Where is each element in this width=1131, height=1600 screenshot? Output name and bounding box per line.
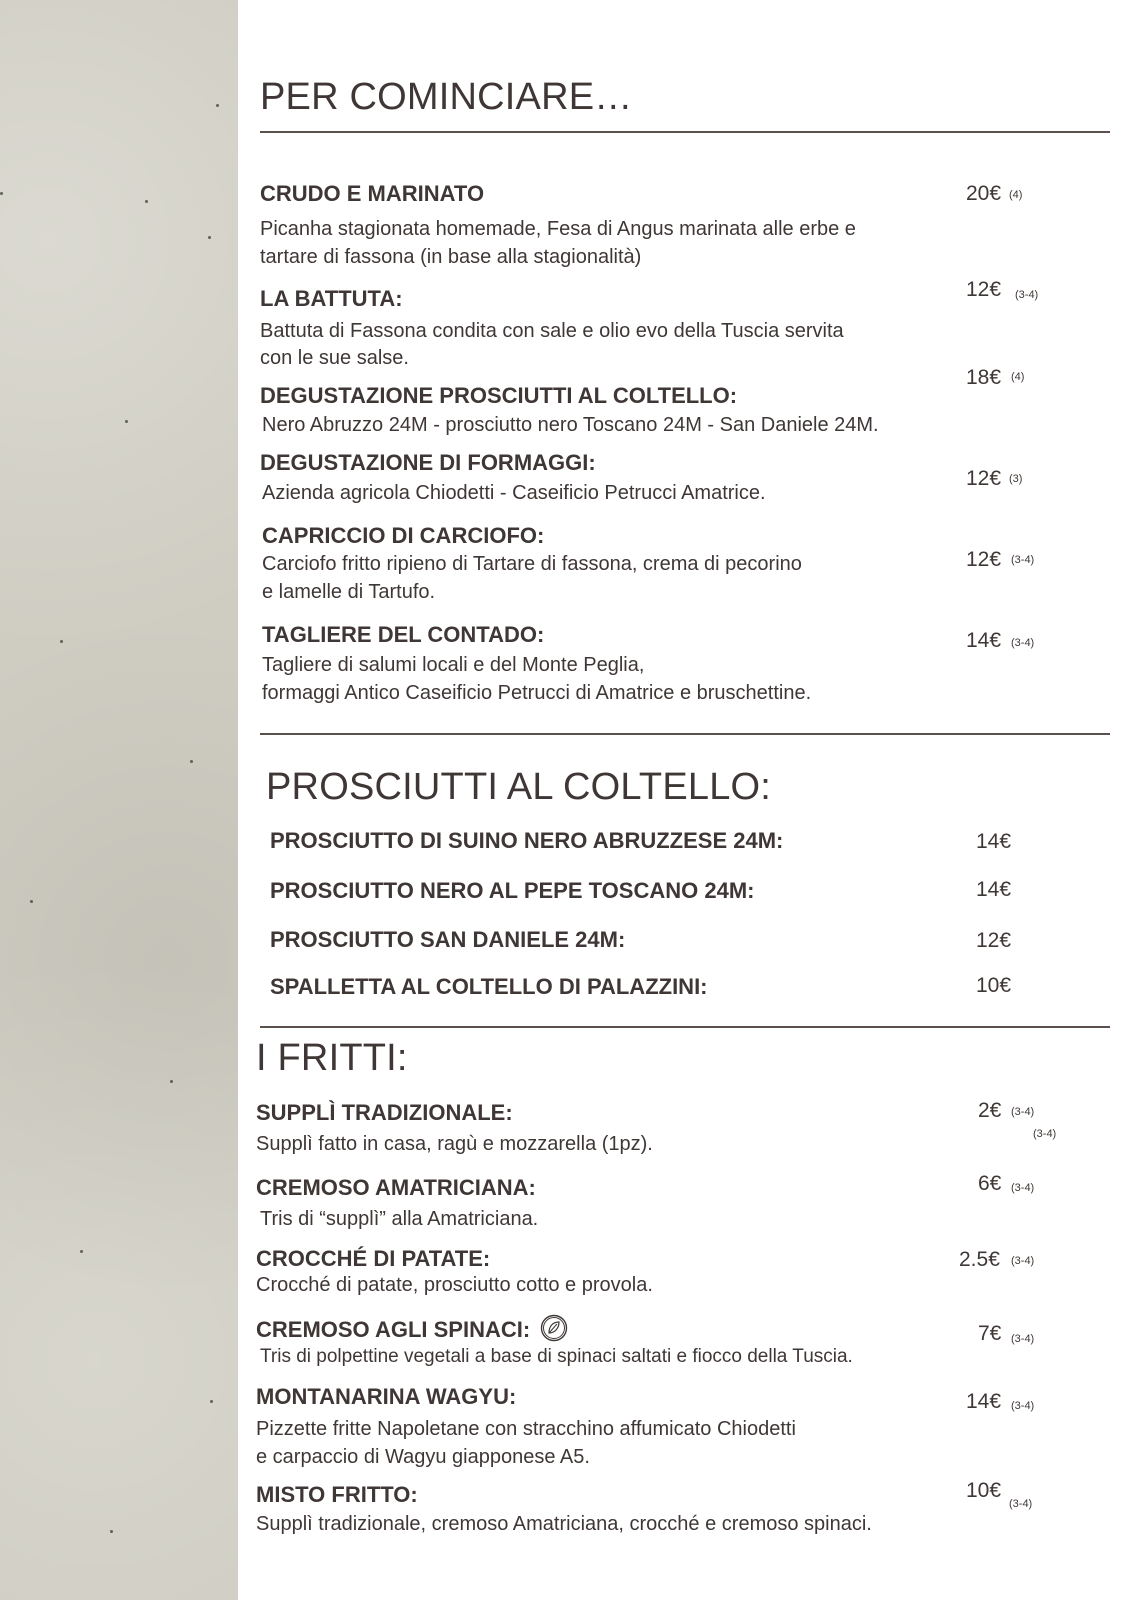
allergen-note: (3-4) bbox=[1015, 289, 1039, 301]
item-price: 12€ bbox=[966, 467, 1002, 490]
allergen-note: (3-4) bbox=[1011, 1333, 1035, 1345]
allergen-note: (3-4) bbox=[1009, 1498, 1033, 1510]
allergen-note: (3-4) bbox=[1011, 1182, 1035, 1194]
allergen-note: (3-4) bbox=[1011, 1255, 1035, 1267]
allergen-note: (3-4) bbox=[1011, 1106, 1035, 1118]
item-description: con le sue salse. bbox=[260, 347, 409, 369]
item-description: Carciofo fritto ripieno di Tartare di fassona, crema di pecorino bbox=[262, 553, 802, 575]
paper-speck bbox=[125, 420, 128, 423]
section-heading-i-fritti: I FRITTI: bbox=[256, 1037, 408, 1079]
item-price: 14€ bbox=[966, 629, 1002, 652]
item-price: 18€ bbox=[966, 366, 1002, 389]
section-divider bbox=[260, 131, 1110, 133]
allergen-note: (3) bbox=[1009, 473, 1023, 485]
item-description: Tagliere di salumi locali e del Monte Peglia, bbox=[262, 654, 645, 676]
paper-speck bbox=[216, 104, 219, 107]
item-price: 6€ bbox=[978, 1172, 1002, 1195]
item-title: SPALLETTA AL COLTELLO DI PALAZZINI: bbox=[270, 974, 708, 999]
paper-speck bbox=[145, 200, 148, 203]
paper-speck bbox=[208, 236, 211, 239]
section-divider bbox=[260, 1026, 1110, 1028]
item-title: LA BATTUTA: bbox=[260, 286, 403, 311]
item-title: PROSCIUTTO NERO AL PEPE TOSCANO 24M: bbox=[270, 878, 755, 903]
item-description: Supplì tradizionale, cremoso Amatriciana, crocché e cremoso spinaci. bbox=[256, 1513, 872, 1535]
item-description: e carpaccio di Wagyu giapponese A5. bbox=[256, 1446, 590, 1468]
item-title: MONTANARINA WAGYU: bbox=[256, 1384, 517, 1409]
item-title: CRUDO E MARINATO bbox=[260, 181, 485, 206]
item-description: e lamelle di Tartufo. bbox=[262, 581, 436, 603]
item-price: 12€ bbox=[976, 929, 1012, 952]
item-title: CAPRICCIO DI CARCIOFO: bbox=[262, 523, 545, 548]
item-description: tartare di fassona (in base alla stagionalità) bbox=[260, 246, 642, 268]
item-price: 10€ bbox=[976, 974, 1012, 997]
item-price: 2.5€ bbox=[959, 1248, 1000, 1271]
paper-speck bbox=[110, 1530, 113, 1533]
item-price: 14€ bbox=[976, 878, 1012, 901]
item-price: 2€ bbox=[978, 1099, 1002, 1122]
paper-speck bbox=[60, 640, 63, 643]
item-title: CREMOSO AMATRICIANA: bbox=[256, 1175, 536, 1200]
item-price: 12€ bbox=[966, 278, 1002, 301]
allergen-note: (3-4) bbox=[1033, 1128, 1057, 1140]
item-description: Battuta di Fassona condita con sale e olio evo della Tuscia servita bbox=[260, 320, 844, 342]
item-description: Supplì fatto in casa, ragù e mozzarella (1pz). bbox=[256, 1133, 653, 1155]
paper-speck bbox=[190, 760, 193, 763]
paper-speck bbox=[0, 192, 3, 195]
allergen-note: (3-4) bbox=[1011, 637, 1035, 649]
item-title-text: CREMOSO AGLI SPINACI: bbox=[256, 1316, 531, 1342]
item-price: 7€ bbox=[978, 1322, 1002, 1345]
item-title: SUPPLÌ TRADIZIONALE: bbox=[256, 1100, 513, 1125]
item-title: PROSCIUTTO DI SUINO NERO ABRUZZESE 24M: bbox=[270, 828, 784, 853]
item-description: Picanha stagionata homemade, Fesa di Angus marinata alle erbe e bbox=[260, 218, 856, 240]
item-price: 10€ bbox=[966, 1479, 1002, 1502]
allergen-note: (4) bbox=[1009, 189, 1023, 201]
item-description: Crocché di patate, prosciutto cotto e provola. bbox=[256, 1274, 653, 1296]
item-price: 14€ bbox=[966, 1390, 1002, 1413]
item-title: DEGUSTAZIONE PROSCIUTTI AL COLTELLO: bbox=[260, 383, 738, 408]
item-title: TAGLIERE DEL CONTADO: bbox=[262, 622, 545, 647]
paper-speck bbox=[210, 1400, 213, 1403]
item-description: Tris di “supplì” alla Amatriciana. bbox=[260, 1208, 539, 1230]
item-title bbox=[256, 1314, 568, 1348]
item-title: PROSCIUTTO SAN DANIELE 24M: bbox=[270, 927, 626, 952]
section-heading-prosciutti: PROSCIUTTI AL COLTELLO: bbox=[266, 766, 772, 808]
item-title: DEGUSTAZIONE DI FORMAGGI: bbox=[260, 450, 596, 475]
item-description: formaggi Antico Caseificio Petrucci di Amatrice e bruschettine. bbox=[262, 682, 812, 704]
item-price: 20€ bbox=[966, 182, 1002, 205]
allergen-note: (3-4) bbox=[1011, 554, 1035, 566]
item-description: Nero Abruzzo 24M - prosciutto nero Toscano 24M - San Daniele 24M. bbox=[262, 414, 879, 436]
item-price: 14€ bbox=[976, 830, 1012, 853]
item-price: 12€ bbox=[966, 548, 1002, 571]
item-description: Pizzette fritte Napoletane con stracchino affumicato Chiodetti bbox=[256, 1418, 796, 1440]
item-description: Azienda agricola Chiodetti - Caseificio Petrucci Amatrice. bbox=[262, 482, 766, 504]
item-title: MISTO FRITTO: bbox=[256, 1482, 418, 1507]
vegetarian-leaf-icon bbox=[540, 1314, 568, 1348]
paper-speck bbox=[80, 1250, 83, 1253]
paper-speck bbox=[170, 1080, 173, 1083]
item-title: CROCCHÉ DI PATATE: bbox=[256, 1246, 491, 1271]
paper-speck bbox=[30, 900, 33, 903]
allergen-note: (4) bbox=[1011, 371, 1025, 383]
paper-texture-strip bbox=[0, 0, 238, 1600]
item-description: Tris di polpettine vegetali a base di spinaci saltati e fiocco della Tuscia. bbox=[260, 1346, 853, 1367]
section-divider bbox=[260, 733, 1110, 735]
section-heading-per-cominciare: PER COMINCIARE… bbox=[260, 76, 633, 118]
allergen-note: (3-4) bbox=[1011, 1400, 1035, 1412]
